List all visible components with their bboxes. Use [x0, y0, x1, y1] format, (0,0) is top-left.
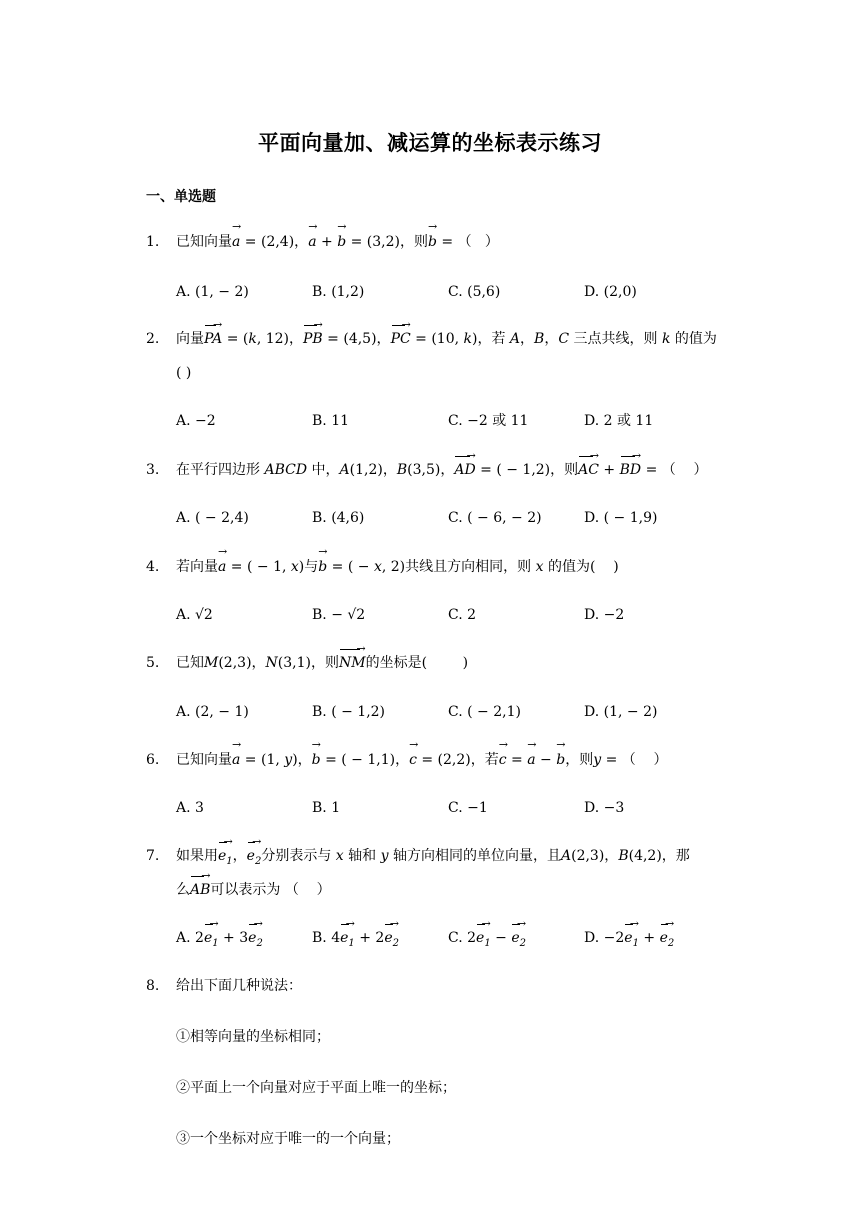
- question-7-stem-cont: 么→ AB可以表示为 （ ）: [176, 880, 331, 900]
- option-d[interactable]: D. (2,0): [584, 284, 637, 300]
- question-number: 2.: [146, 331, 160, 347]
- option-d[interactable]: D. −3: [584, 800, 625, 816]
- option-a[interactable]: A. √2: [176, 607, 213, 623]
- question-7-stem: 如果用→ $e_1$，→ $e_2$分别表示与 x 轴和 y 轴方向相同的单位向量，且A(2,3)，B(4,2)，那: [176, 846, 690, 872]
- page-title: 平面向量加、减运算的坐标表示练习: [258, 131, 602, 155]
- question-4-stem: 若向量→ a = ( − 1, x)与→ b = ( − x, 2)共线且方向相同，则 x 的值为( ): [176, 557, 619, 577]
- option-a[interactable]: A. −2: [176, 413, 216, 429]
- statement-2: ②平面上一个向量对应于平面上唯一的坐标；: [176, 1080, 456, 1096]
- question-8-stem: 给出下面几种说法：: [176, 978, 302, 994]
- question-6-stem: 已知向量→ a = (1, y)，→ b = ( − 1,1)，→ c = (2,2)，若→ c = → a − → b，则y = （ ）: [176, 750, 668, 770]
- statement-3: ③一个坐标对应于唯一的一个向量；: [176, 1131, 400, 1147]
- option-a[interactable]: A. (1, − 2): [176, 284, 249, 300]
- option-b[interactable]: B. 1: [312, 800, 341, 816]
- option-c[interactable]: C. (5,6): [448, 284, 501, 300]
- option-c[interactable]: C. −1: [448, 800, 488, 816]
- question-2-stem: 向量→ PA = (k, 12)，→ PB = (4,5)，→ PC = (10, k)，若 A，B，C 三点共线，则 k 的值为: [176, 329, 717, 349]
- option-c[interactable]: C. ( − 2,1): [448, 704, 521, 720]
- option-a[interactable]: A. ( − 2,4): [176, 510, 249, 526]
- option-b[interactable]: B. 11: [312, 413, 350, 429]
- question-2-blank: ( ): [176, 365, 192, 381]
- question-number: 3.: [146, 462, 160, 478]
- option-b[interactable]: B. (1,2): [312, 284, 365, 300]
- option-b[interactable]: B. ( − 1,2): [312, 704, 386, 720]
- option-c[interactable]: C. 2: [448, 607, 477, 623]
- question-number: 4.: [146, 559, 160, 575]
- option-b[interactable]: B. $4\to e_1 + 2\to e_2$: [312, 928, 399, 954]
- option-b[interactable]: B. (4,6): [312, 510, 365, 526]
- option-d[interactable]: D. $-2\to e_1$ + → $e_2$: [584, 928, 674, 954]
- option-b[interactable]: B. − √2: [312, 607, 366, 623]
- question-5-stem: 已知M(2,3)，N(3,1)，则→ NM的坐标是( ): [176, 653, 468, 673]
- statement-1: ①相等向量的坐标相同；: [176, 1029, 330, 1045]
- option-a[interactable]: A. (2, − 1): [176, 704, 249, 720]
- question-number: 5.: [146, 655, 160, 671]
- option-d[interactable]: D. 2 或 11: [584, 413, 654, 429]
- question-number: 7.: [146, 848, 160, 864]
- question-number: 1.: [146, 234, 160, 250]
- section-heading: 一、单选题: [146, 189, 216, 205]
- option-d[interactable]: D. −2: [584, 607, 625, 623]
- question-number: 8.: [146, 978, 160, 994]
- option-a[interactable]: A. 3: [176, 800, 204, 816]
- option-c[interactable]: C. $2\to e_1$ − → $e_2$: [448, 928, 526, 954]
- option-c[interactable]: C. ( − 6, − 2): [448, 510, 542, 526]
- option-c[interactable]: C. −2 或 11: [448, 413, 529, 429]
- option-a[interactable]: A. $2\to e_1 + 3\to e_2$: [176, 928, 263, 954]
- question-1-stem: 已知向量→ a = (2,4)，→ a + → b = (3,2)，则→ b = （ ）: [176, 232, 499, 252]
- option-d[interactable]: D. (1, − 2): [584, 704, 658, 720]
- option-d[interactable]: D. ( − 1,9): [584, 510, 658, 526]
- question-3-stem: 在平行四边形 ABCD 中，A(1,2)，B(3,5)，→ AD = ( − 1,2)，则→ AC + → BD = （ ）: [176, 460, 708, 480]
- question-number: 6.: [146, 752, 160, 768]
